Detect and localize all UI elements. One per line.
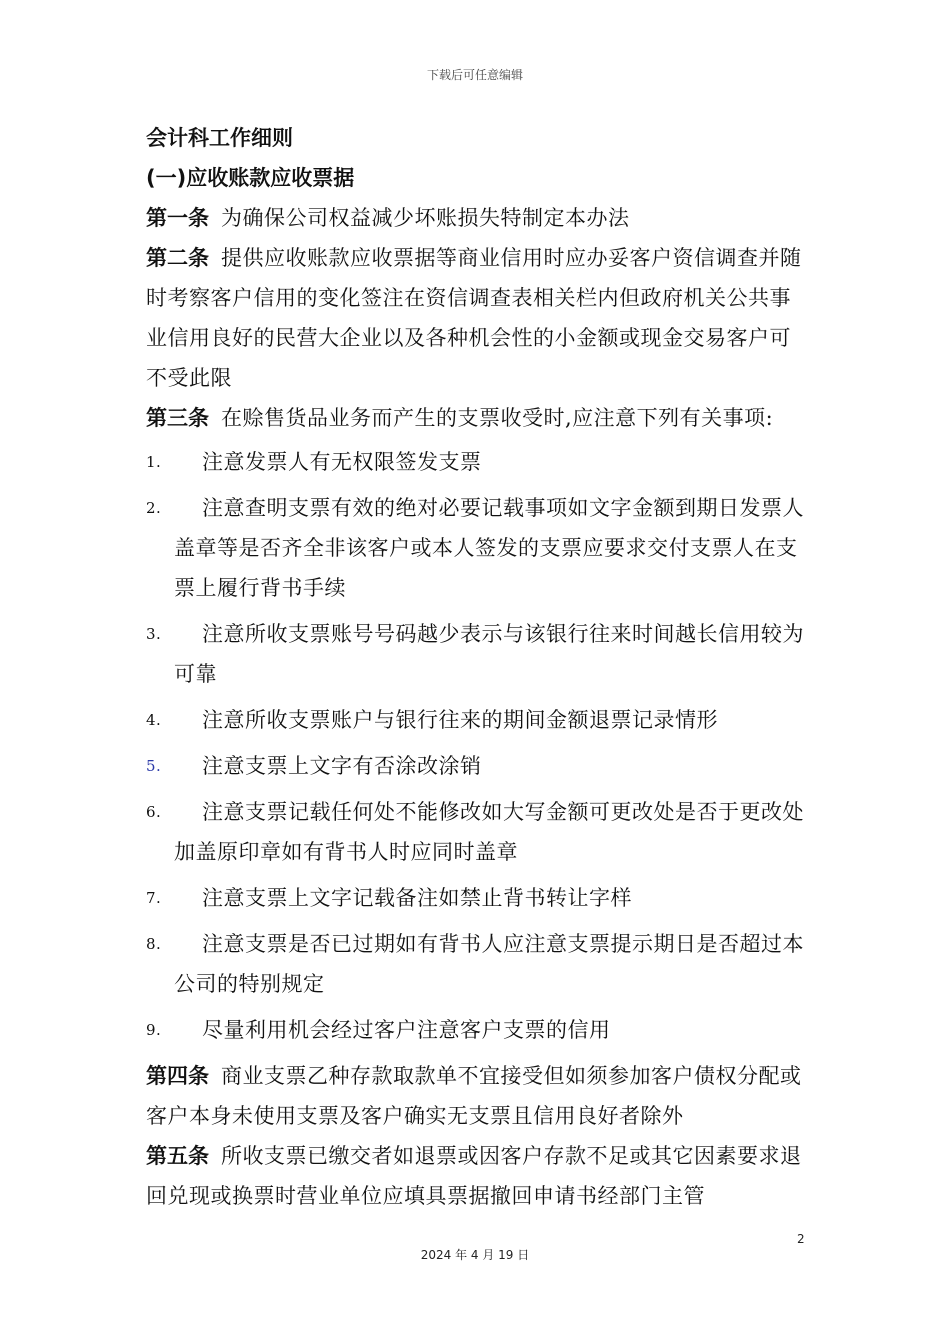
article-1 [146,198,810,238]
section-title: (一)应收账款应收票据 [146,166,355,190]
article-label: 第一条 [146,206,209,230]
item-number: 3. [146,625,162,643]
list-item [146,442,810,482]
item-number: 2. [146,499,162,517]
list-item [146,700,810,740]
article-label: 第二条 [146,246,209,270]
list-item [146,746,810,786]
document-title: 会计科工作细则 [146,126,293,150]
item-text: 注意支票是否已过期如有背书人应注意支票提示期日是否超过本公司的特别规定 [174,932,804,996]
page-number: 2 [797,1232,805,1246]
article-3 [146,398,810,438]
article-text: 所收支票已缴交者如退票或因客户存款不足或其它因素要求退回兑现或换票时营业单位应填具票据撤回申请书经部门主管 [146,1144,802,1208]
article-4 [146,1056,810,1136]
page-header: 下载后可任意编辑 [426,68,523,82]
article-text: 商业支票乙种存款取款单不宜接受但如须参加客户债权分配或客户本身未使用支票及客户确实无支票且信用良好者除外 [146,1064,802,1128]
footer-date: 2024 年 4 月 19 日 [420,1248,530,1262]
list-item [146,792,810,872]
list-item [146,924,810,1004]
list-item [146,488,810,608]
item-number: 6. [146,803,162,821]
item-number: 9. [146,1021,162,1039]
article-label: 第四条 [146,1064,209,1088]
article-text: 在赊售货品业务而产生的支票收受时,应注意下列有关事项: [221,406,774,430]
item-text: 注意支票记载任何处不能修改如大写金额可更改处是否于更改处加盖原印章如有背书人时应同时盖章 [174,800,804,864]
item-text: 注意支票上文字有否涂改涂销 [202,754,482,778]
item-text: 注意查明支票有效的绝对必要记载事项如文字金额到期日发票人盖章等是否齐全非该客户或本人签发的支票应要求交付支票人在支票上履行背书手续 [174,496,804,600]
item-text: 注意支票上文字记载备注如禁止背书转让字样 [202,886,632,910]
item-number: 7. [146,889,162,907]
article-text: 为确保公司权益减少坏账损失特制定本办法 [221,206,630,230]
article-label: 第五条 [146,1144,209,1168]
list-item [146,614,810,694]
item-number: 5. [146,757,162,775]
item-text: 尽量利用机会经过客户注意客户支票的信用 [202,1018,611,1042]
item-number: 8. [146,935,162,953]
article-text: 提供应收账款应收票据等商业信用时应办妥客户资信调查并随时考察客户信用的变化签注在资信调查表相关栏内但政府机关公共事业信用良好的民营大企业以及各种机会性的小金额或现金交易客户可不受此限 [146,246,802,390]
item-number: 1. [146,453,162,471]
article-label: 第三条 [146,406,209,430]
article-2 [146,238,810,398]
item-number: 4. [146,711,162,729]
item-text: 注意发票人有无权限签发支票 [202,450,482,474]
item-text: 注意所收支票账号号码越少表示与该银行往来时间越长信用较为可靠 [174,622,804,686]
list-item [146,1010,810,1050]
item-text: 注意所收支票账户与银行往来的期间金额退票记录情形 [202,708,718,732]
check-items-list [146,442,810,1050]
document-body [146,118,810,1216]
list-item [146,878,810,918]
article-5 [146,1136,810,1216]
